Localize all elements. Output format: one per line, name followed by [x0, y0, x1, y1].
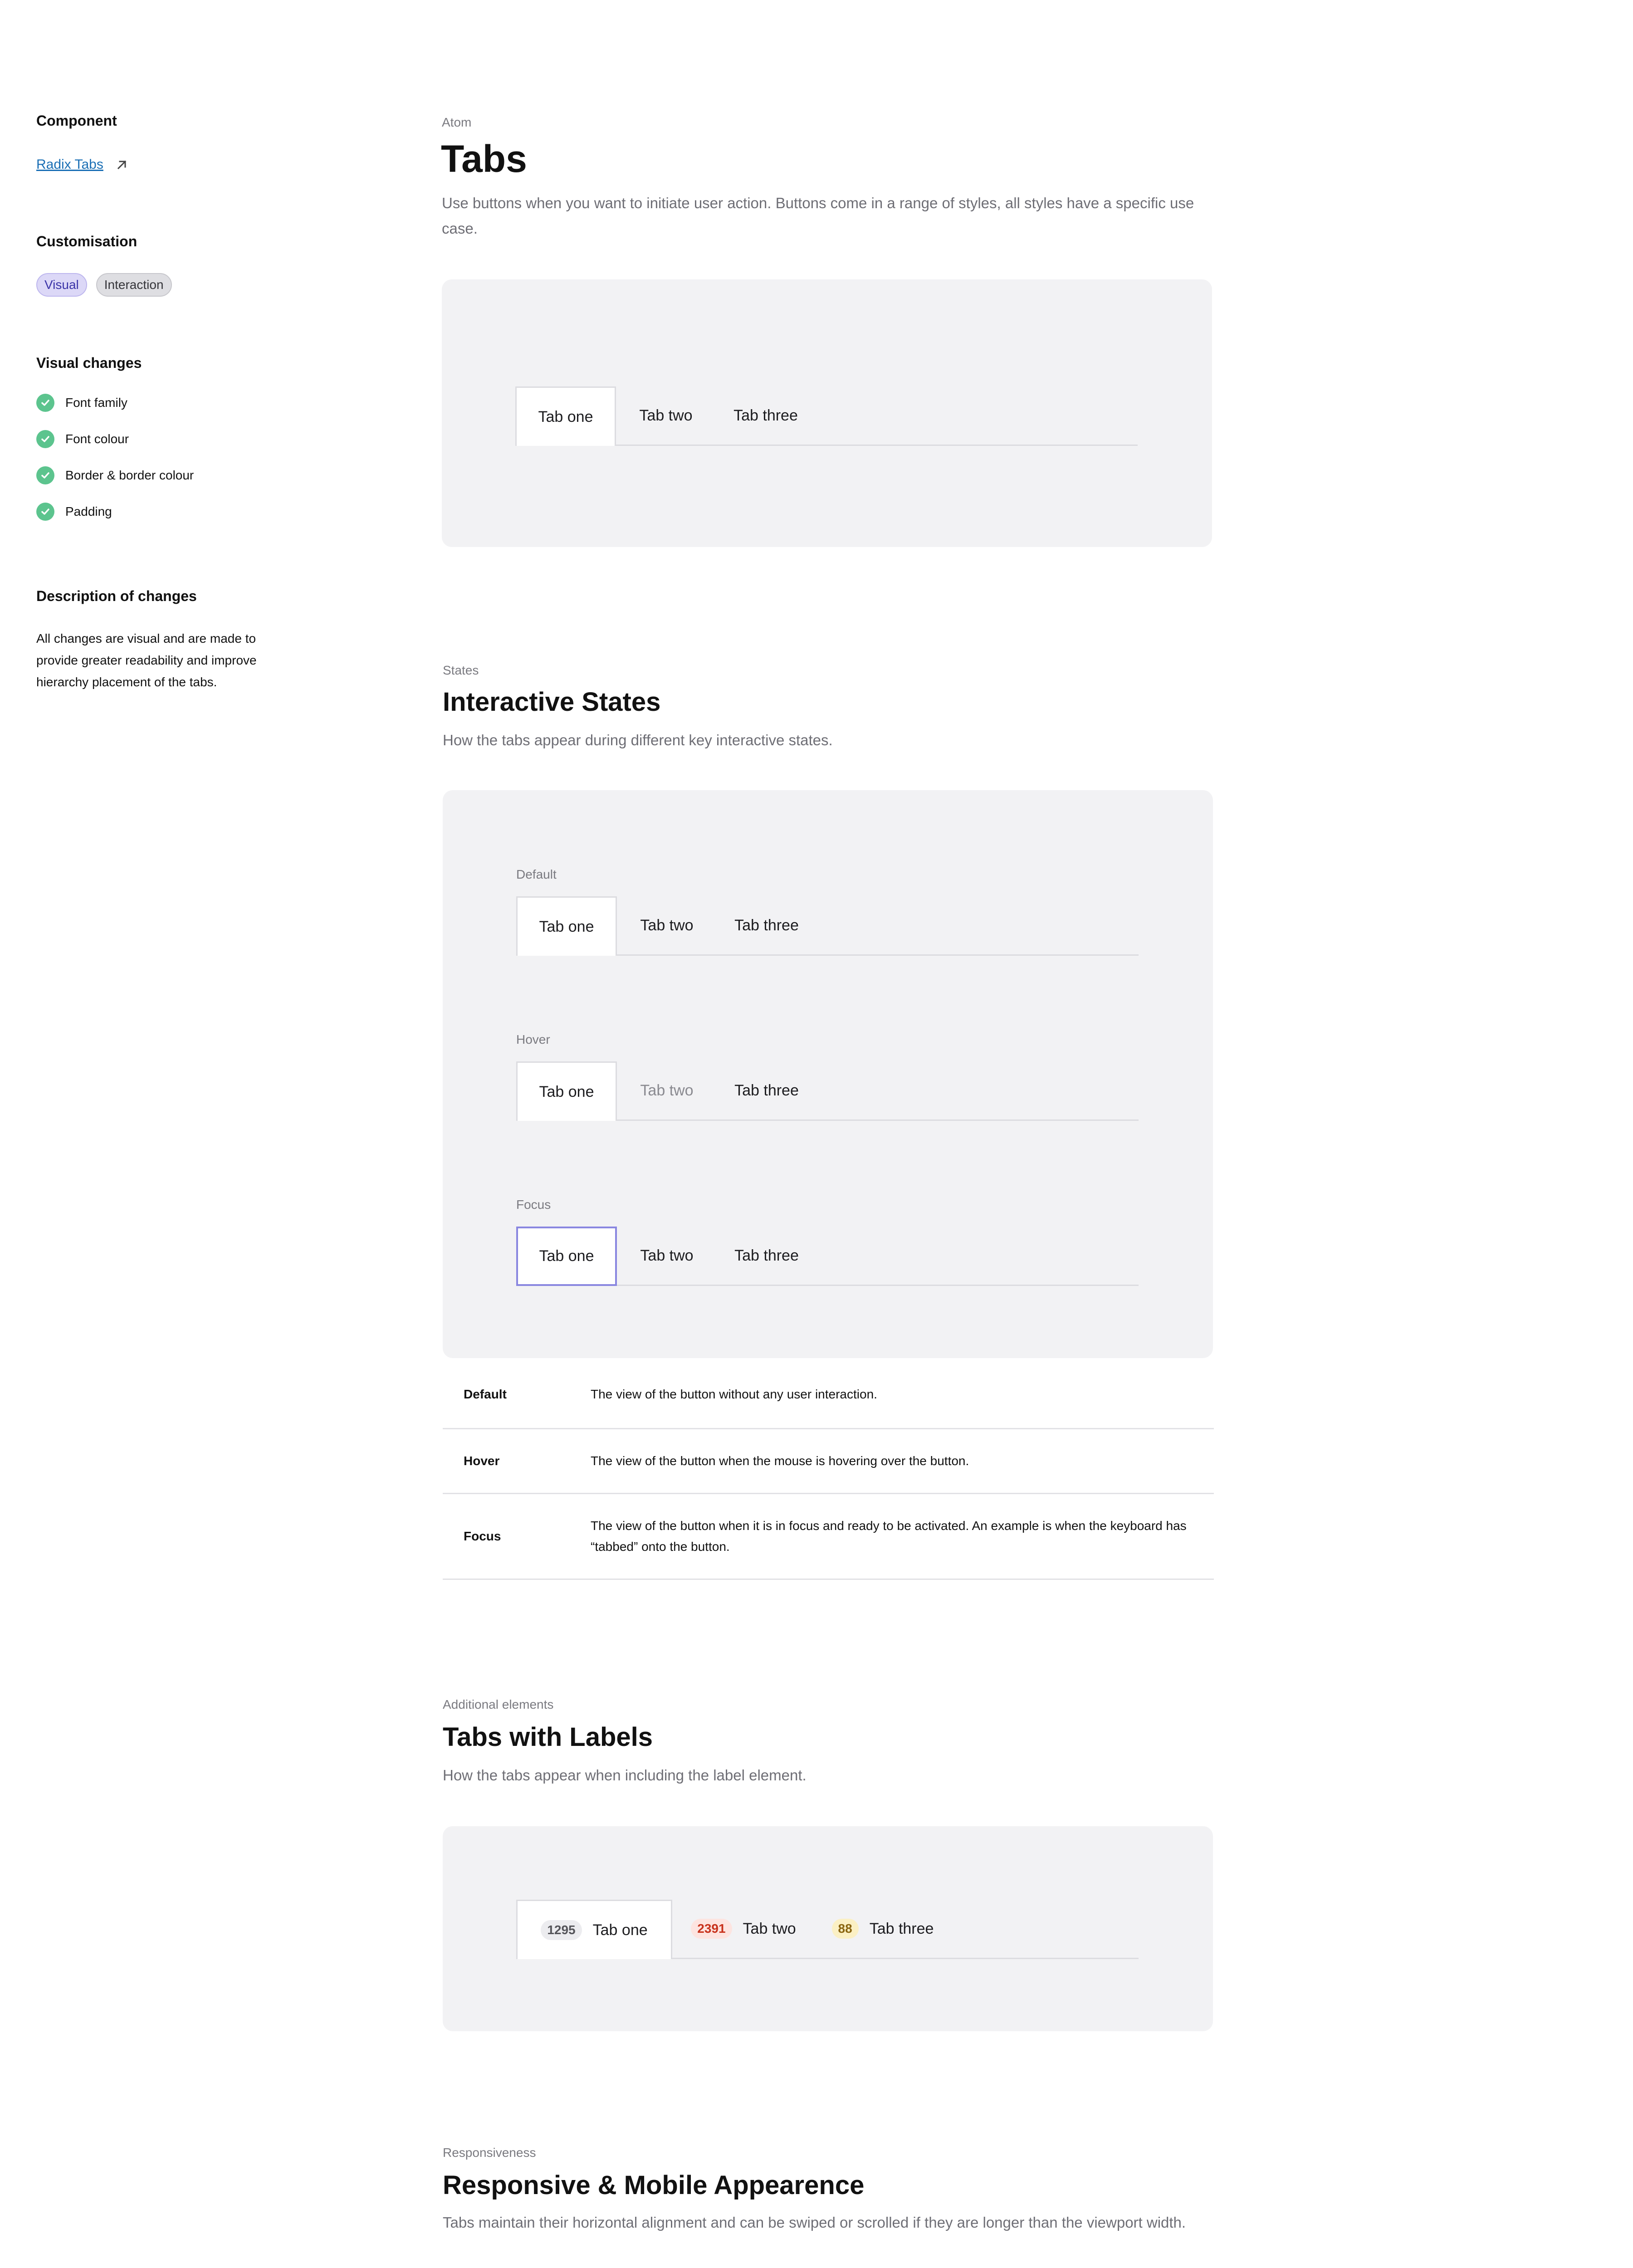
- section-lead: Tabs maintain their horizontal alignment and can be swiped or scrolled if they are longer than the viewport width.: [443, 2214, 1186, 2231]
- tab-label[interactable]: Tab three: [869, 1920, 934, 1937]
- section-title: Interactive States: [443, 687, 661, 717]
- tab-list: [515, 386, 1138, 446]
- tab-two[interactable]: Tab two: [640, 1246, 694, 1264]
- list-item: [36, 503, 194, 521]
- tab-one[interactable]: Tab one: [515, 386, 616, 446]
- tab-three[interactable]: Tab three: [733, 406, 798, 424]
- component-heading: Component: [36, 112, 117, 129]
- tab-list-labels: [516, 1900, 1139, 1959]
- page-title: Tabs: [441, 137, 527, 180]
- tab-one[interactable]: Tab one: [516, 1061, 617, 1121]
- table-row: [443, 1494, 1214, 1580]
- state-description: The view of the button when it is in focus and ready to be activated. An example is when the keyboard has “tabbed” onto the button.: [591, 1519, 1187, 1554]
- tab-two-hovered[interactable]: Tab two: [640, 1081, 694, 1099]
- tab-list-default: [516, 896, 1139, 956]
- check-circle-icon: [36, 394, 54, 412]
- labels-demo-panel: [443, 1826, 1213, 2031]
- state-name: Focus: [464, 1529, 501, 1543]
- external-link-icon: [115, 158, 129, 171]
- visual-change-label: Font family: [65, 396, 127, 410]
- table-row: [443, 1361, 1214, 1429]
- tab-three[interactable]: Tab three: [734, 1246, 799, 1264]
- visual-changes-list: [36, 394, 194, 539]
- description-heading: Description of changes: [36, 588, 197, 604]
- section-eyebrow: Atom: [442, 115, 472, 129]
- tab-two[interactable]: [672, 1900, 815, 1958]
- state-label-hover: Hover: [516, 1032, 550, 1046]
- state-label-default: Default: [516, 867, 557, 881]
- customisation-heading: Customisation: [36, 233, 137, 249]
- section-title: Tabs with Labels: [443, 1722, 653, 1752]
- section-eyebrow: Responsiveness: [443, 2146, 536, 2160]
- tab-list-focus: [516, 1227, 1139, 1286]
- state-description: The view of the button when the mouse is hovering over the button.: [591, 1454, 969, 1468]
- radix-tabs-link-label[interactable]: Radix Tabs: [36, 157, 103, 172]
- customisation-chips: [36, 273, 172, 297]
- visual-changes-heading: Visual changes: [36, 355, 142, 371]
- section-lead: How the tabs appear when including the label element.: [443, 1767, 807, 1784]
- section-eyebrow: Additional elements: [443, 1697, 554, 1711]
- count-badge: 88: [832, 1919, 859, 1939]
- chip-visual: Visual: [36, 273, 87, 297]
- visual-change-label: Padding: [65, 504, 112, 518]
- count-badge: 1295: [541, 1920, 582, 1940]
- tab-one[interactable]: Tab one: [516, 896, 617, 956]
- intro-lead: Use buttons when you want to initiate user action. Buttons come in a range of styles, all styles have a specific use case.: [442, 195, 1194, 237]
- state-name: Default: [464, 1387, 507, 1401]
- tab-list-hover: [516, 1061, 1139, 1121]
- table-row: [443, 1429, 1214, 1494]
- tab-two[interactable]: Tab two: [640, 916, 694, 934]
- tab-one[interactable]: [516, 1900, 672, 1959]
- state-label-focus: Focus: [516, 1198, 551, 1212]
- tab-three[interactable]: Tab three: [734, 916, 799, 934]
- tab-three[interactable]: Tab three: [734, 1081, 799, 1099]
- list-item: [36, 466, 194, 484]
- list-item: [36, 394, 194, 412]
- state-name: Hover: [464, 1454, 500, 1468]
- radix-tabs-link[interactable]: [36, 157, 129, 172]
- count-badge: 2391: [691, 1919, 732, 1939]
- tab-label[interactable]: Tab two: [743, 1920, 796, 1937]
- tab-two[interactable]: Tab two: [639, 406, 693, 424]
- tabs-demo-panel: [442, 279, 1212, 547]
- state-description: The view of the button without any user interaction.: [591, 1387, 877, 1401]
- check-circle-icon: [36, 430, 54, 448]
- tab-one-focused[interactable]: Tab one: [516, 1227, 617, 1286]
- tab-three[interactable]: [815, 1900, 951, 1958]
- section-lead: How the tabs appear during different key interactive states.: [443, 732, 833, 748]
- list-item: [36, 430, 194, 448]
- check-circle-icon: [36, 503, 54, 521]
- section-eyebrow: States: [443, 663, 479, 677]
- tab-label[interactable]: Tab one: [592, 1921, 648, 1939]
- description-text: All changes are visual and are made to provide greater readability and improve hierarchy placement of the tabs.: [36, 631, 257, 689]
- check-circle-icon: [36, 466, 54, 484]
- section-title: Responsive & Mobile Appearence: [443, 2170, 865, 2200]
- visual-change-label: Font colour: [65, 432, 129, 446]
- visual-change-label: Border & border colour: [65, 468, 194, 482]
- chip-interaction: Interaction: [96, 273, 172, 297]
- states-demo-panel: [443, 790, 1213, 1358]
